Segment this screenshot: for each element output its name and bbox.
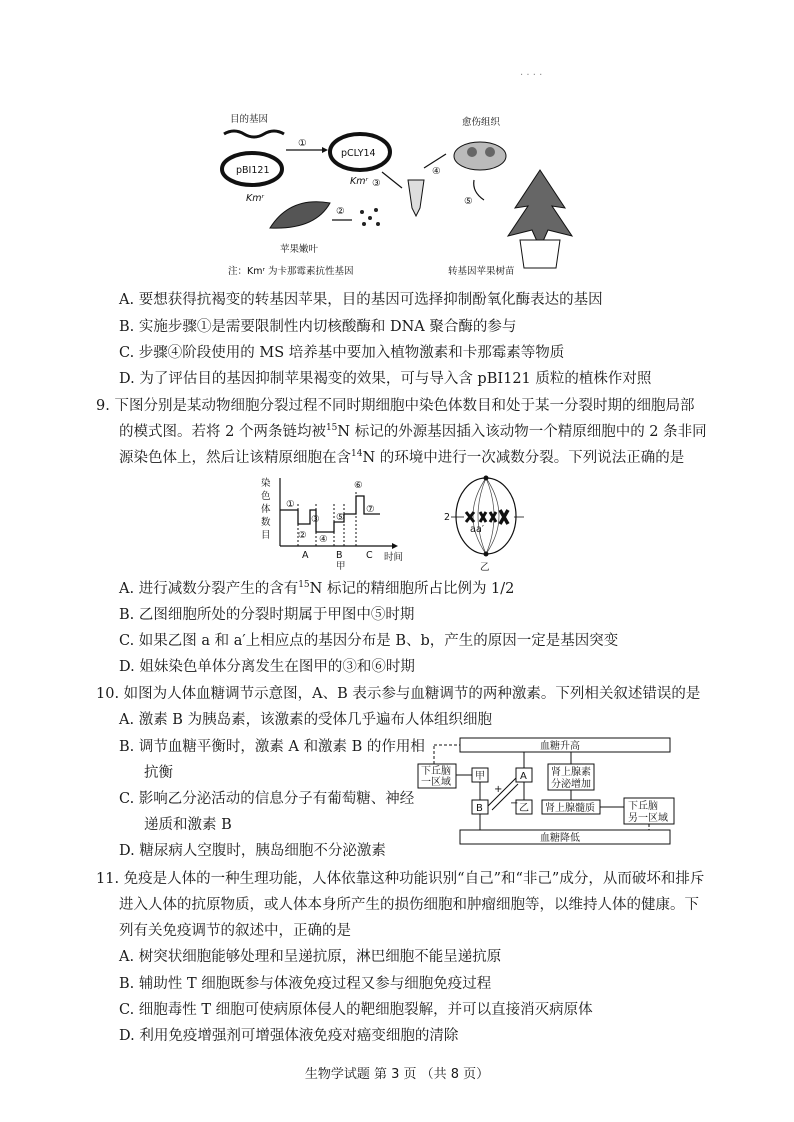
q11-option-b: B. 辅助性 T 细胞既参与体液免疫过程又参与细胞免疫过程 [119, 976, 492, 992]
step5-mark: ⑤ [464, 196, 473, 207]
q11-stem-line3: 列有关免疫调节的叙述中，正确的是 [119, 923, 351, 939]
q11-option-d: D. 利用免疫增强剂可增强体液免疫对癌变细胞的清除 [119, 1028, 459, 1044]
culture-dish [454, 142, 506, 170]
plasmid-a-label: pBI121 [236, 165, 270, 176]
q10-option-b-line1: B. 调节血糖平衡时，激素 A 和激素 B 的作用相 [119, 739, 425, 755]
q11-stem-line1: 11. 免疫是人体的一种生理功能，人体依靠这种功能识别“自己”和“非己”成分，从而破坏和排斥 [96, 871, 705, 887]
chart-mark-5: ⑤ [336, 512, 345, 523]
plus-sign: + [494, 784, 503, 795]
chart-line [280, 496, 380, 532]
chromosome-2 [480, 512, 486, 522]
q9-stem-line3: 源染色体上，然后让该精原细胞在含$^{14}$N 的环境中进行一次减数分裂。下列说法正确的是 [119, 449, 685, 466]
chart-ylabel-3: 体 [261, 504, 271, 515]
step5-arrow [474, 180, 484, 200]
q9-option-d: D. 姐妹染色单体分离发生在图甲的③和⑥时期 [119, 659, 415, 675]
q8-option-b: B. 实施步骤①是需要限制性内切核酸酶和 DNA 聚合酶的参与 [119, 319, 517, 335]
q9-option-c: C. 如果乙图 a 和 a′上相应点的基因分布是 B、b，产生的原因一定是基因突变 [119, 633, 619, 649]
chart-ylabel-4: 数 [261, 517, 271, 528]
hormone-b-label: B [476, 803, 483, 814]
step4-mark: ④ [432, 166, 441, 177]
glucose-high-label: 血糖升高 [540, 741, 580, 752]
q10-stem: 10. 如图为人体血糖调节示意图，A、B 表示参与血糖调节的两种激素。下列相关叙述错误的是 [96, 686, 701, 702]
q10-option-b-line2: 抗衡 [144, 765, 173, 781]
q11-option-a: A. 树突状细胞能够处理和呈递抗原，淋巴细胞不能呈递抗原 [119, 949, 502, 965]
chart-mark-1: ① [286, 499, 295, 510]
minus-sign: − [510, 798, 519, 809]
target-gene-label: 目的基因 [230, 114, 269, 125]
adrenal-medulla-label: 肾上腺髓质 [545, 803, 595, 814]
q10-option-d: D. 糖尿病人空腹时，胰岛细胞不分泌激素 [119, 843, 386, 859]
chart-mark-6: ⑥ [354, 480, 363, 491]
chart-seg-a: A [302, 550, 309, 561]
chart-seg-b: B [336, 550, 343, 561]
chart-ylabel-2: 色 [261, 491, 271, 502]
blood-glucose-diagram [414, 736, 686, 848]
corner-marks: · · · · [520, 70, 543, 81]
chart-ylabel-1: 染 [261, 478, 271, 489]
jia-label: 甲 [475, 771, 485, 782]
q8-option-a: A. 要想获得抗褐变的转基因苹果，目的基因可选择抑制酚氧化酶表达的基因 [119, 292, 603, 308]
chart-mark-2: ② [298, 530, 307, 541]
chart-name: 甲 [336, 561, 346, 570]
cell-membrane [456, 478, 516, 554]
apple-leaf [270, 202, 330, 228]
adrenaline-line2: 分泌增加 [551, 779, 591, 790]
chart-mark-4: ④ [319, 534, 328, 545]
chart-mark-7: ⑦ [366, 504, 375, 515]
q10-option-a: A. 激素 B 为胰岛素，该激素的受体几乎遍布人体组织细胞 [119, 712, 493, 728]
hyp1-line1: 下丘脑 [421, 766, 451, 777]
glucose-low-label: 血糖降低 [540, 833, 580, 844]
km-b-label: Kmʳ [350, 176, 368, 187]
step1-mark: ① [298, 138, 307, 149]
hyp2-line1: 下丘脑 [628, 801, 658, 812]
step2-mark: ② [336, 206, 345, 217]
chart-ylabel-5: 目 [261, 530, 271, 541]
q9-option-b: B. 乙图细胞所处的分裂时期属于甲图中⑤时期 [119, 607, 415, 623]
figure-note: 注：Kmʳ 为卡那霉素抗性基因 [228, 266, 354, 277]
leaf-label: 苹果嫩叶 [280, 244, 319, 255]
page-footer: 生物学试题 第 3 页 （共 8 页） [304, 1067, 490, 1082]
seedling-label: 转基因苹果树苗 [448, 266, 515, 277]
flower-pot [520, 240, 560, 268]
plasmid-b-label: pCLY14 [341, 148, 376, 159]
q9-stem-line1: 9. 下图分别是某动物细胞分裂过程不同时期细胞中染色体数目和处于某一分裂时期的细胞局部 [96, 398, 695, 414]
step3-arrow [382, 172, 402, 188]
q8-option-d: D. 为了评估目的基因抑制苹果褐变的效果，可与导入含 pBI121 质粒的植株作对照 [119, 371, 652, 387]
hyp1-line2: 一区域 [421, 777, 451, 788]
chart-xlabel: 时间 [384, 552, 404, 563]
cell-label-a: a [470, 524, 476, 535]
chromosome-3 [490, 512, 496, 522]
hyp2-line2: 另一区域 [628, 813, 668, 824]
q11-stem-line2: 进入人体的抗原物质，或人体本身所产生的损伤细胞和肿瘤细胞等，以维持人体的健康。下 [119, 897, 699, 913]
yi-label: 乙 [519, 803, 529, 814]
cell-label-a-prime: a′ [476, 524, 484, 535]
q9-chromosome-chart [258, 474, 418, 570]
q8-option-c: C. 步骤④阶段使用的 MS 培养基中要加入植物激素和卡那霉素等物质 [119, 345, 565, 361]
chromosome-4 [500, 510, 508, 524]
chart-seg-c: C [366, 550, 373, 561]
q9-option-a: A. 进行减数分裂产生的含有$^{15}$N 标记的精细胞所占比例为 1/2 [119, 580, 515, 597]
q9-cell-diagram [440, 474, 530, 574]
step3-mark: ③ [372, 178, 381, 189]
transgenic-process-figure [210, 108, 580, 283]
km-a-label: Kmʳ [246, 193, 264, 204]
q9-stem-line2: 的模式图。若将 2 个两条链均被$^{15}$N 标记的外源基因插入该动物一个精原细胞中的 2 条非同 [119, 423, 707, 440]
chart-mark-3: ③ [311, 514, 320, 525]
q11-option-c: C. 细胞毒性 T 细胞可使病原体侵人的靶细胞裂解，并可以直接消灭病原体 [119, 1002, 593, 1018]
hormone-a-label: A [520, 771, 527, 782]
q10-option-c-line2: 递质和激素 B [144, 817, 232, 833]
callus-label: 愈伤组织 [462, 117, 501, 128]
cell-name: 乙 [480, 562, 490, 573]
q10-option-c-line1: C. 影响乙分泌活动的信息分子有葡萄糖、神经 [119, 791, 415, 807]
adrenaline-line1: 肾上腺素 [551, 767, 591, 778]
target-gene-strand [224, 131, 284, 137]
test-tube [408, 180, 424, 216]
apple-seedling [508, 170, 572, 248]
cell-label-2: 2 [444, 512, 451, 523]
